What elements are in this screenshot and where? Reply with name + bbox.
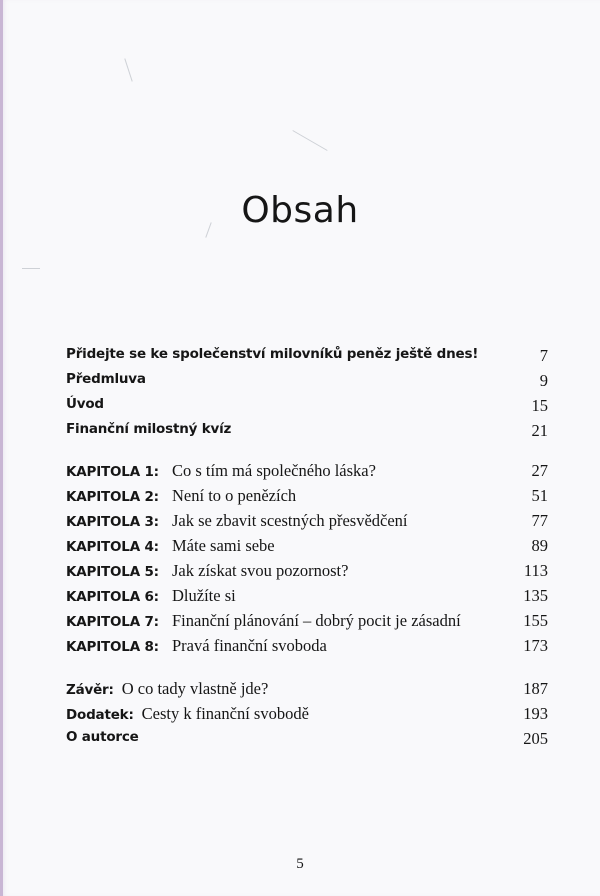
- page-number: 51: [531, 486, 548, 505]
- page-number: 77: [531, 511, 548, 530]
- toc-entry-chapter-4: [66, 536, 548, 561]
- page-number: 9: [539, 371, 548, 390]
- toc-entry-chapter-3: [66, 511, 548, 536]
- toc-entry-chapter-7: [66, 611, 548, 636]
- toc-entry-front-3: [66, 396, 548, 421]
- page-number: 7: [539, 346, 548, 365]
- section-gap: [66, 661, 548, 679]
- page-number: 187: [523, 679, 548, 698]
- entry-title: Cesty k finanční svobodě: [141, 704, 309, 723]
- chapter-label: KAPITOLA 2:: [66, 489, 159, 505]
- chapter-title: Máte sami sebe: [172, 536, 275, 555]
- entry-title: Přidejte se ke společenství milovníků peněz ještě dnes!: [66, 346, 479, 362]
- toc-entry-about-author: [66, 729, 548, 754]
- page-number: 113: [523, 561, 548, 580]
- page-number: 21: [531, 421, 548, 440]
- page-number: 15: [531, 396, 548, 415]
- scan-speck: [124, 58, 132, 81]
- page-number: 205: [523, 729, 548, 748]
- entry-label: Závěr:: [66, 682, 114, 698]
- toc-entry-appendix: [66, 704, 548, 729]
- page-number: 89: [531, 536, 548, 555]
- section-gap: [66, 446, 548, 461]
- entry-title: Finanční milostný kvíz: [66, 421, 232, 437]
- toc-entry-front-1: [66, 346, 548, 371]
- entry-title: Úvod: [66, 396, 104, 412]
- chapter-label: KAPITOLA 8:: [66, 639, 159, 655]
- toc-entry-chapter-6: [66, 586, 548, 611]
- page-number: 155: [523, 611, 548, 630]
- toc-entry-conclusion: [66, 679, 548, 704]
- chapter-label: KAPITOLA 4:: [66, 539, 159, 555]
- page-number-footer: 5: [296, 856, 304, 872]
- chapter-label: KAPITOLA 7:: [66, 614, 159, 630]
- chapter-label: KAPITOLA 5:: [66, 564, 159, 580]
- chapter-title: Pravá finanční svoboda: [172, 636, 327, 655]
- page-number: 135: [523, 586, 548, 605]
- entry-label: Dodatek:: [66, 707, 134, 723]
- chapter-title: Jak se zbavit scestných přesvědčení: [172, 511, 408, 530]
- chapter-label: KAPITOLA 1:: [66, 464, 159, 480]
- page-number: 27: [531, 461, 548, 480]
- toc-entry-chapter-2: [66, 486, 548, 511]
- entry-title: Předmluva: [66, 371, 146, 387]
- scan-speck: [292, 130, 327, 151]
- toc-entry-front-4: [66, 421, 548, 446]
- toc-entry-chapter-8: [66, 636, 548, 661]
- scan-speck: [22, 268, 40, 269]
- chapter-title: Finanční plánování – dobrý pocit je zásadní: [172, 611, 461, 630]
- chapter-title: Dlužíte si: [172, 586, 236, 605]
- page-number: 193: [523, 704, 548, 723]
- chapter-title: Co s tím má společného láska?: [172, 461, 376, 480]
- toc-entry-front-2: [66, 371, 548, 396]
- entry-label: O autorce: [66, 729, 139, 745]
- page-title: Obsah: [241, 190, 359, 231]
- chapter-title: Není to o penězích: [172, 486, 297, 505]
- entry-title: O co tady vlastně jde?: [121, 679, 269, 698]
- page-number: 173: [523, 636, 548, 655]
- page-edge: [0, 0, 3, 896]
- chapter-label: KAPITOLA 6:: [66, 589, 159, 605]
- chapter-label: KAPITOLA 3:: [66, 514, 159, 530]
- toc-entry-chapter-1: [66, 461, 548, 486]
- toc-entry-chapter-5: [66, 561, 548, 586]
- chapter-title: Jak získat svou pozornost?: [172, 561, 349, 580]
- table-of-contents: [66, 346, 548, 754]
